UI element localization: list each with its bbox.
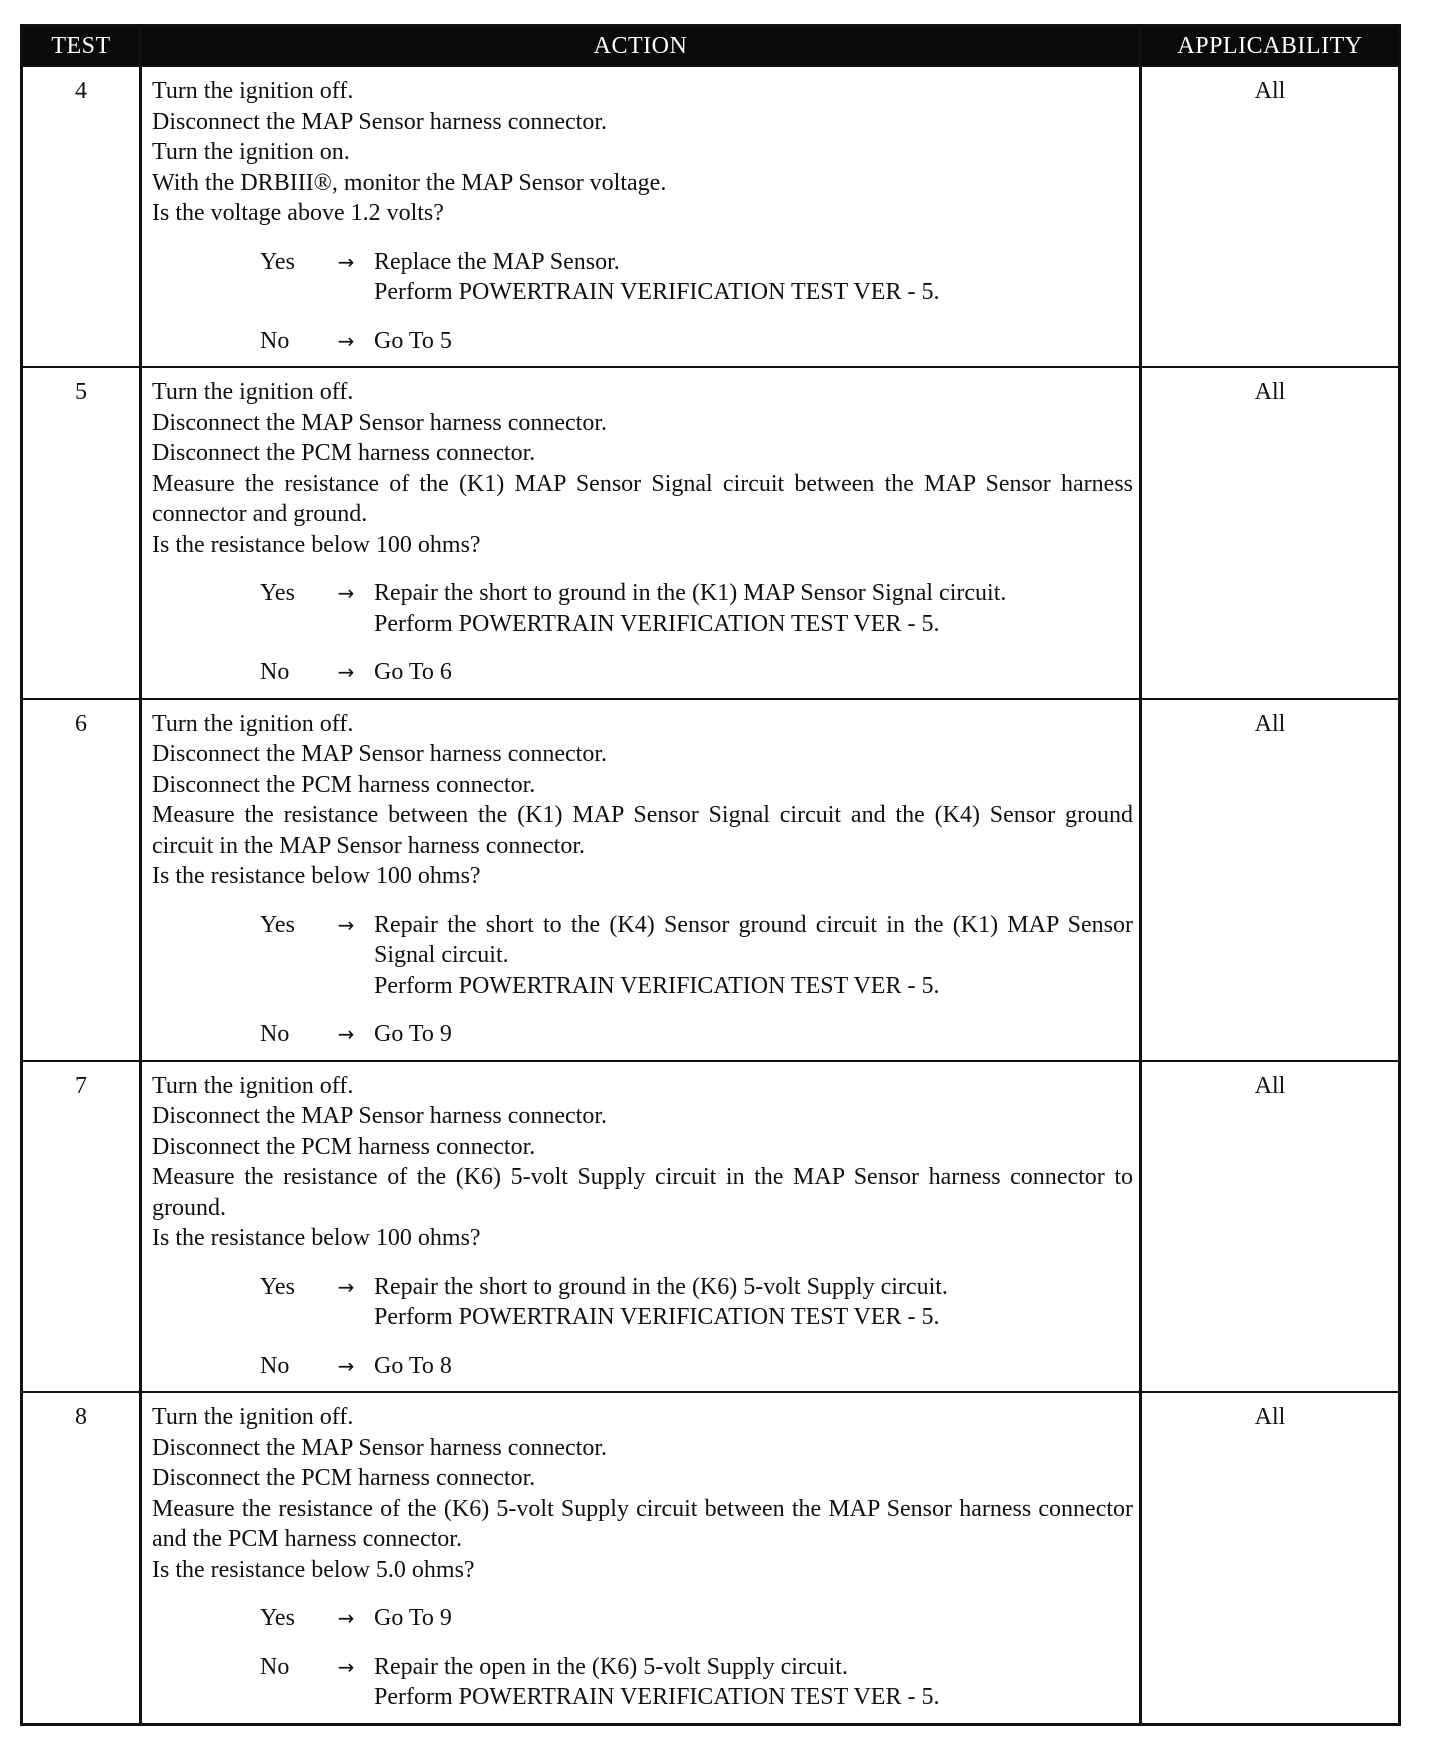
answer-result	[374, 1019, 1133, 1050]
action-step: Is the voltage above 1.2 volts?	[152, 200, 444, 226]
answer-result	[374, 657, 1133, 688]
answer-line: Perform POWERTRAIN VERIFICATION TEST VER - 5.	[374, 610, 940, 637]
action-step: Measure the resistance of the (K1) MAP Sensor Signal circuit between the MAP Sensor harness connector and ground.	[152, 470, 1133, 527]
answer-line: Repair the open in the (K6) 5-volt Supply circuit.	[374, 1653, 848, 1680]
action-step: Is the resistance below 5.0 ohms?	[152, 1556, 475, 1583]
action-step: Disconnect the PCM harness connector.	[152, 1133, 536, 1160]
answer-result	[374, 1652, 1133, 1713]
answer-line: Repair the short to ground in the (K6) 5-volt Supply circuit.	[374, 1273, 948, 1300]
answer-label: No	[260, 1653, 290, 1680]
yes-answer	[152, 247, 1133, 308]
arrow-right-icon: →	[337, 1353, 355, 1378]
test-number: 4	[22, 66, 141, 367]
action-cell	[141, 367, 1141, 699]
table-row	[22, 1061, 1400, 1393]
answer-line: Repair the short to the (K4) Sensor ground circuit in the (K1) MAP Sensor Signal circuit.	[374, 911, 1133, 968]
action-step: Is the resistance below 100 ohms?	[152, 1225, 481, 1251]
action-step: Turn the ignition off.	[152, 1404, 354, 1430]
header-test: TEST	[22, 26, 141, 67]
no-answer	[152, 1351, 1133, 1382]
answer-label: No	[260, 1021, 290, 1047]
test-number: 6	[22, 699, 141, 1061]
answer-result	[374, 578, 1133, 639]
arrow-right-icon: →	[337, 1022, 355, 1046]
table-row	[22, 699, 1400, 1061]
answer-label: No	[260, 327, 290, 354]
arrow-right-icon: →	[337, 1274, 355, 1299]
table-row	[22, 367, 1400, 699]
arrow-right-icon: →	[337, 1654, 355, 1679]
test-number: 7	[22, 1061, 141, 1393]
answer-result	[374, 247, 1133, 308]
yes-answer	[152, 1272, 1133, 1333]
answer-result	[374, 326, 1133, 357]
diagnostic-test-sheet	[20, 24, 1398, 1726]
arrow-right-icon: →	[337, 581, 355, 605]
answer-result	[374, 1351, 1133, 1382]
answer-line: Replace the MAP Sensor.	[374, 248, 620, 275]
action-step: Disconnect the PCM harness connector.	[152, 1465, 536, 1491]
action-step: With the DRBIII®, monitor the MAP Sensor voltage.	[152, 169, 667, 196]
answer-label: Yes	[260, 1273, 295, 1300]
answer-label: Yes	[260, 911, 295, 938]
action-cell	[141, 699, 1141, 1061]
no-answer	[152, 1652, 1133, 1713]
arrow-right-icon: →	[337, 328, 355, 353]
answer-line: Repair the short to ground in the (K1) MAP Sensor Signal circuit.	[374, 580, 1007, 606]
action-step: Measure the resistance of the (K6) 5-volt Supply circuit in the MAP Sensor harness connector to ground.	[152, 1164, 1133, 1221]
action-step: Disconnect the MAP Sensor harness connector.	[152, 409, 608, 436]
answer-label: No	[260, 659, 290, 685]
answer-result	[374, 1272, 1133, 1333]
action-step: Disconnect the PCM harness connector.	[152, 440, 536, 466]
table-header-row	[22, 26, 1400, 67]
answer-label: Yes	[260, 1605, 295, 1631]
action-step: Disconnect the PCM harness connector.	[152, 771, 536, 798]
answer-line: Go To 5	[374, 327, 452, 354]
action-step: Disconnect the MAP Sensor harness connector.	[152, 1434, 608, 1461]
answer-line: Go To 6	[374, 659, 452, 685]
action-cell	[141, 1061, 1141, 1393]
arrow-right-icon: →	[337, 249, 355, 274]
answer-result	[374, 910, 1133, 1002]
arrow-right-icon: →	[337, 912, 355, 937]
applicability-value: All	[1141, 66, 1400, 367]
yes-answer	[152, 910, 1133, 1002]
action-step: Measure the resistance between the (K1) MAP Sensor Signal circuit and the (K4) Sensor ground circuit in the MAP Sensor harness connector.	[152, 802, 1133, 859]
action-step: Is the resistance below 100 ohms?	[152, 531, 481, 558]
table-body	[22, 66, 1400, 1724]
answer-line: Perform POWERTRAIN VERIFICATION TEST VER - 5.	[374, 279, 940, 305]
header-applicability: APPLICABILITY	[1141, 26, 1400, 67]
arrow-right-icon: →	[337, 660, 355, 684]
no-answer	[152, 657, 1133, 688]
answer-line: Go To 9	[374, 1021, 452, 1047]
test-number: 5	[22, 367, 141, 699]
answer-label: No	[260, 1352, 290, 1379]
action-step: Turn the ignition off.	[152, 1072, 354, 1099]
answer-line: Perform POWERTRAIN VERIFICATION TEST VER - 5.	[374, 1304, 940, 1330]
action-step: Turn the ignition off.	[152, 379, 354, 405]
applicability-value: All	[1141, 699, 1400, 1061]
applicability-value: All	[1141, 1392, 1400, 1724]
action-step: Turn the ignition on.	[152, 139, 350, 165]
action-step: Is the resistance below 100 ohms?	[152, 863, 481, 889]
no-answer	[152, 326, 1133, 357]
answer-line: Go To 8	[374, 1352, 452, 1379]
answer-line: Perform POWERTRAIN VERIFICATION TEST VER - 5.	[374, 1684, 940, 1710]
action-step: Measure the resistance of the (K6) 5-volt Supply circuit between the MAP Sensor harness connector and the PCM harness connector.	[152, 1495, 1133, 1552]
action-step: Turn the ignition off.	[152, 78, 354, 104]
table-row	[22, 66, 1400, 367]
arrow-right-icon: →	[337, 1606, 355, 1630]
answer-line: Perform POWERTRAIN VERIFICATION TEST VER - 5.	[374, 972, 940, 999]
answer-result	[374, 1603, 1133, 1634]
action-cell	[141, 66, 1141, 367]
header-action: ACTION	[141, 26, 1141, 67]
applicability-value: All	[1141, 1061, 1400, 1393]
test-number: 8	[22, 1392, 141, 1724]
answer-label: Yes	[260, 580, 295, 606]
answer-line: Go To 9	[374, 1605, 452, 1631]
action-cell	[141, 1392, 1141, 1724]
diagnostic-test-table	[20, 24, 1401, 1726]
answer-label: Yes	[260, 248, 295, 275]
action-step: Disconnect the MAP Sensor harness connector.	[152, 1103, 608, 1129]
action-step: Disconnect the MAP Sensor harness connector.	[152, 741, 608, 767]
applicability-value: All	[1141, 367, 1400, 699]
yes-answer	[152, 578, 1133, 639]
action-step: Turn the ignition off.	[152, 710, 354, 737]
action-step: Disconnect the MAP Sensor harness connector.	[152, 108, 608, 135]
table-row	[22, 1392, 1400, 1724]
yes-answer	[152, 1603, 1133, 1634]
no-answer	[152, 1019, 1133, 1050]
